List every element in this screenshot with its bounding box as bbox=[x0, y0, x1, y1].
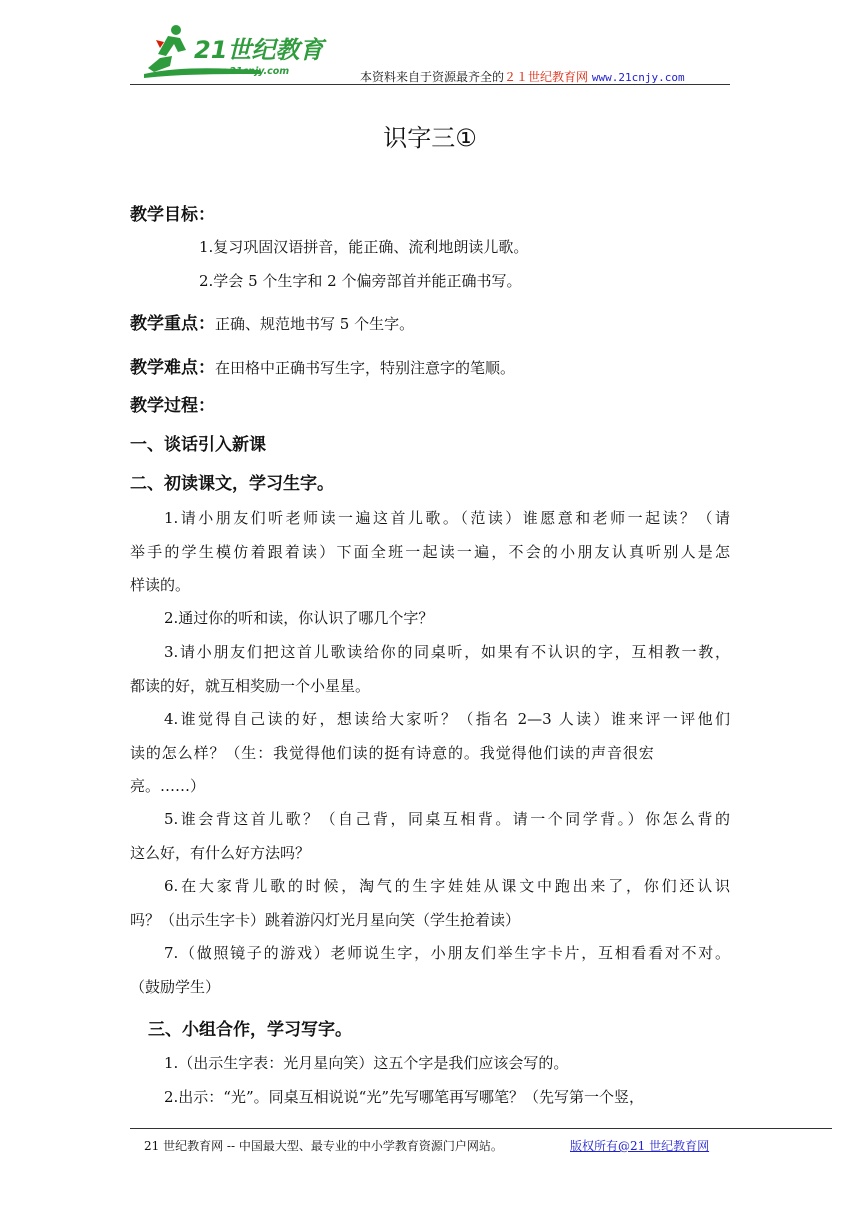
logo-url: www.21cnjy.com bbox=[200, 66, 290, 77]
section-heading: 二、初读课文，学习生字。 bbox=[130, 474, 334, 494]
step-line: 4.谁觉得自己读的好，想读给大家听？（指名 2—3 人读）谁来评一评他们 bbox=[164, 710, 730, 728]
key-point bbox=[130, 309, 414, 334]
footer-copyright-link[interactable]: 版权所有@21 世纪教育网 bbox=[570, 1139, 710, 1153]
step-line: 1.（出示生字表：光月星向笑）这五个字是我们应该会写的。 bbox=[164, 1054, 569, 1072]
step-paragraph bbox=[130, 803, 730, 870]
step-line: 这么好，有什么好方法吗？ bbox=[130, 843, 311, 862]
footer-divider bbox=[130, 1128, 832, 1129]
header-brand-link[interactable]: ２１世纪教育网 bbox=[504, 70, 589, 84]
step-line: 7.（做照镜子的游戏）老师说生字，小朋友们举生字卡片，互相看看对不对。 bbox=[164, 944, 730, 962]
step-paragraph bbox=[130, 703, 730, 804]
step-paragraph bbox=[130, 602, 730, 636]
step-line: 举手的学生模仿着跟着读）下面全班一起读一遍，不会的小朋友认真听别人是怎 bbox=[130, 542, 730, 561]
step-line: 3.请小朋友们把这首儿歌读给你的同桌听，如果有不认识的字，互相教一教， bbox=[164, 643, 730, 661]
step-paragraph bbox=[130, 870, 730, 937]
goal-item: 2.学会 5 个生字和 2 个偏旁部首并能正确书写。 bbox=[199, 272, 522, 290]
step-line: 5.谁会背这首儿歌？（自己背，同桌互相背。请一个同学背。）你怎么背的 bbox=[164, 810, 730, 828]
step-paragraph bbox=[130, 937, 730, 1004]
key-point-text: 正确、规范地书写 5 个生字。 bbox=[215, 315, 415, 333]
step-line: 吗？（出示生字卡）跳着游闪灯光月星向笑（学生抢着读） bbox=[130, 910, 521, 929]
step-line: （鼓励学生） bbox=[130, 977, 221, 996]
header-note bbox=[360, 68, 685, 85]
footer-text: 21 世纪教育网 -- 中国最大型、最专业的中小学教育资源门户网站。 bbox=[144, 1139, 503, 1153]
difficulty-heading: 教学难点： bbox=[130, 358, 215, 378]
header-note-prefix: 本资料来自于资源最齐全的 bbox=[360, 70, 505, 84]
site-logo[interactable] bbox=[140, 22, 340, 84]
process-heading: 教学过程： bbox=[130, 396, 215, 416]
key-point-heading: 教学重点： bbox=[130, 314, 215, 334]
step-line: 2.通过你的听和读，你认识了哪几个字？ bbox=[164, 609, 434, 627]
goal-item: 1.复习巩固汉语拼音，能正确、流利地朗读儿歌。 bbox=[199, 238, 529, 256]
section-heading: 一、谈话引入新课 bbox=[130, 435, 266, 455]
step-line: 都读的好，就互相奖励一个小星星。 bbox=[130, 676, 371, 695]
difficulty-text: 在田格中正确书写生字，特别注意字的笔顺。 bbox=[215, 359, 516, 377]
step-line: 样读的。 bbox=[130, 576, 191, 594]
goals-heading: 教学目标： bbox=[130, 205, 215, 225]
section-heading: 三、小组合作，学习写字。 bbox=[148, 1020, 352, 1040]
step-paragraph bbox=[130, 502, 730, 603]
difficulty bbox=[130, 353, 515, 378]
logo-text: 21世纪教育 bbox=[194, 36, 324, 64]
step-line: 读的怎么样？（生：我觉得他们读的挺有诗意的。我觉得他们读的声音很宏 bbox=[130, 743, 655, 762]
step-line: 6.在大家背儿歌的时候，淘气的生字娃娃从课文中跑出来了，你们还认识 bbox=[164, 877, 730, 895]
header-url-link[interactable]: www.21cnjy.com bbox=[591, 71, 685, 84]
header-divider bbox=[130, 84, 730, 85]
step-line: 1.请小朋友们听老师读一遍这首儿歌。（范读）谁愿意和老师一起读？（请 bbox=[164, 509, 730, 527]
step-line: 2.出示：“光”。同桌互相说说“光”先写哪笔再写哪笔？（先写第一个竖， bbox=[164, 1088, 644, 1106]
page-title: 识字三① bbox=[383, 124, 477, 152]
step-line: 亮。……） bbox=[130, 777, 206, 795]
step-paragraph bbox=[130, 636, 730, 703]
